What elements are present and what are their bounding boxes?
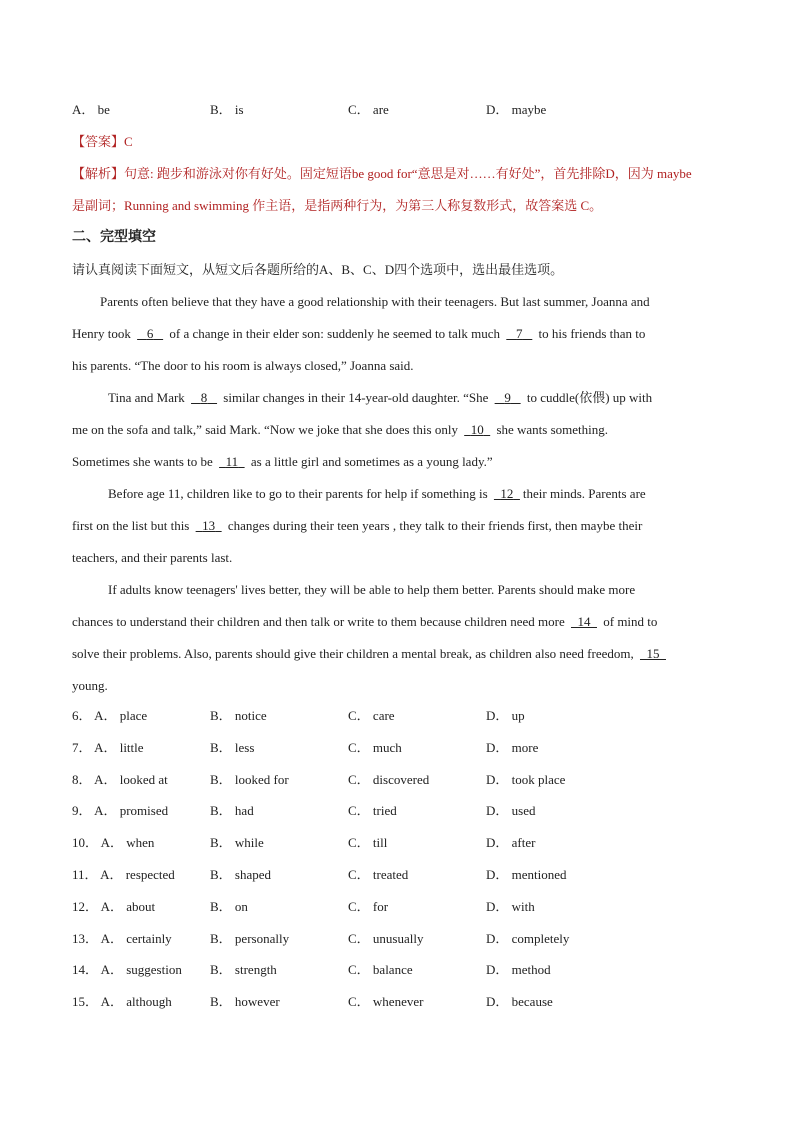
text-span: of mind to — [603, 614, 658, 629]
option-text: took place — [511, 771, 566, 787]
analysis-line-1 — [72, 164, 692, 184]
option-letter: D． — [486, 962, 509, 978]
option-text: mentioned — [511, 867, 567, 882]
option-text: about — [126, 898, 156, 914]
question-6-option-c — [348, 706, 395, 726]
option-letter: C． — [348, 708, 370, 723]
option-letter: C． — [348, 930, 370, 946]
question-14-option-d — [486, 960, 551, 980]
passage-p3-line2 — [72, 516, 642, 536]
option-text: looked at — [119, 771, 168, 787]
option-letter: C． — [348, 739, 370, 755]
option-text: are — [372, 102, 389, 117]
option-text: treated — [372, 867, 409, 882]
text-span: to cuddle(依偎) up with — [526, 390, 653, 405]
option-text: much — [372, 739, 402, 755]
blank-12 — [491, 486, 523, 501]
text-span: Tina and Mark — [108, 390, 185, 405]
blank-number: 14 — [577, 614, 591, 629]
text-span: Before age 11, children like to go to their parents for help if something is — [108, 486, 488, 501]
passage-p1-line2 — [72, 324, 645, 344]
option-letter: A． — [94, 739, 117, 755]
question-12-option-a — [72, 897, 155, 917]
option-text: although — [126, 994, 172, 1010]
passage-p3-line3: teachers, and their parents last. — [72, 550, 233, 565]
question-7-option-b — [210, 738, 254, 758]
option-letter: B． — [210, 739, 232, 755]
prev-option-a — [72, 100, 110, 120]
text-span: solve their problems. Also, parents should give their children a mental break, as children also need freedom, — [72, 646, 634, 661]
option-letter: A． — [100, 835, 123, 851]
option-letter: C． — [348, 898, 370, 914]
question-13-option-c — [348, 929, 423, 949]
passage-p1-line3: his parents. “The door to his room is always closed,” Joanna said. — [72, 358, 414, 373]
text-span: their minds. Parents are — [522, 486, 646, 501]
option-letter: B． — [210, 930, 232, 946]
option-letter: A． — [100, 994, 123, 1010]
question-11-option-c — [348, 865, 408, 885]
option-letter: C． — [348, 771, 370, 787]
question-number: 8． — [72, 771, 92, 787]
question-9-option-c — [348, 801, 397, 821]
question-6-option-b — [210, 706, 267, 726]
question-8-option-d — [486, 770, 565, 790]
question-9-option-d — [486, 801, 535, 821]
option-text: however — [234, 994, 280, 1010]
question-6-option-d — [486, 706, 525, 726]
text-span: similar changes in their 14-year-old daughter. “She — [223, 390, 489, 405]
blank-13 — [193, 518, 225, 533]
question-number: 15． — [72, 994, 99, 1010]
text-span: as a little girl and sometimes as a young lady.” — [250, 454, 493, 469]
option-letter: A． — [100, 898, 123, 914]
question-number: 13． — [72, 930, 99, 946]
option-text: shaped — [234, 867, 272, 882]
option-letter: D． — [486, 835, 509, 851]
question-13-option-b — [210, 929, 289, 949]
option-letter: D． — [486, 771, 509, 787]
question-number: 12． — [72, 898, 99, 914]
question-number: 9． — [72, 803, 92, 819]
option-letter: B． — [210, 803, 232, 819]
text-span: of a change in their elder son: suddenly he seemed to talk much — [169, 326, 501, 341]
question-7-option-c — [348, 738, 402, 758]
question-11-option-a — [72, 865, 175, 885]
option-text: for — [372, 898, 389, 914]
blank-11 — [216, 454, 248, 469]
blank-9 — [492, 390, 524, 405]
option-letter: B． — [210, 994, 232, 1010]
blank-7 — [503, 326, 535, 341]
option-letter: A． — [94, 708, 117, 723]
option-text: suggestion — [126, 962, 182, 978]
option-letter: A． — [100, 962, 123, 978]
question-13-option-a — [72, 929, 172, 949]
option-text: method — [511, 962, 551, 978]
option-text: unusually — [372, 930, 424, 946]
question-14-option-a — [72, 960, 182, 980]
question-number: 14． — [72, 962, 99, 978]
option-letter: D． — [486, 708, 509, 723]
passage-p4-line2 — [72, 612, 657, 632]
question-11-option-b — [210, 865, 271, 885]
question-9-option-b — [210, 801, 254, 821]
passage-p3-line1 — [108, 484, 646, 504]
option-letter: B． — [210, 962, 232, 978]
blank-number: 11 — [225, 454, 239, 469]
option-text: till — [372, 835, 388, 851]
question-number: 7． — [72, 739, 92, 755]
text-span: Sometimes she wants to be — [72, 454, 213, 469]
option-letter: A． — [94, 771, 117, 787]
option-text: little — [119, 739, 144, 755]
option-text: while — [234, 835, 264, 851]
option-letter: A． — [100, 930, 123, 946]
answer-value: C — [124, 134, 133, 149]
option-text: is — [234, 102, 244, 117]
question-10-option-d — [486, 833, 535, 853]
question-13-option-d — [486, 929, 569, 949]
blank-6 — [134, 326, 166, 341]
option-text: with — [511, 898, 535, 914]
blank-number: 9 — [504, 390, 511, 405]
option-letter: B． — [210, 771, 232, 787]
option-text: after — [511, 835, 536, 851]
option-text: respected — [125, 867, 175, 882]
passage-p2-line1 — [108, 388, 652, 408]
option-letter: C． — [348, 102, 370, 117]
option-text: place — [119, 708, 148, 723]
blank-number: 6 — [146, 326, 154, 341]
option-text: when — [126, 835, 155, 851]
option-letter: B． — [210, 708, 232, 723]
question-number: 10． — [72, 835, 99, 851]
question-8-option-c — [348, 770, 429, 790]
option-text: care — [372, 708, 395, 723]
option-letter: A． — [72, 102, 95, 117]
option-text: used — [511, 803, 536, 819]
option-letter: C． — [348, 803, 370, 819]
blank-number: 13 — [202, 518, 216, 533]
answer-tag: 【答案】 — [72, 134, 125, 149]
prev-option-c — [348, 100, 389, 120]
option-text: certainly — [126, 930, 172, 946]
option-text: discovered — [372, 771, 430, 787]
question-10-option-a — [72, 833, 154, 853]
question-15-option-b — [210, 992, 280, 1012]
blank-8 — [188, 390, 220, 405]
question-7-option-a — [72, 738, 144, 758]
blank-number: 7 — [516, 326, 523, 341]
option-text: promised — [119, 803, 169, 819]
option-letter: D． — [486, 803, 509, 819]
text-span: she wants something. — [496, 422, 609, 437]
text-span: me on the sofa and talk,” said Mark. “Now we joke that she does this only — [72, 422, 458, 437]
option-letter: B． — [210, 898, 232, 914]
option-text: balance — [372, 962, 413, 978]
option-text: looked for — [234, 771, 289, 787]
option-text: less — [234, 739, 255, 755]
text-span: changes during their teen years , they talk to their friends first, then maybe their — [227, 518, 643, 533]
answer-line — [72, 132, 133, 152]
option-letter: D． — [486, 102, 509, 117]
passage-p2-line2 — [72, 420, 608, 440]
question-8-option-a — [72, 770, 168, 790]
option-letter: B． — [210, 835, 232, 851]
option-text: more — [511, 739, 539, 755]
option-letter: D． — [486, 898, 509, 914]
option-letter: D． — [486, 994, 509, 1010]
question-15-option-c — [348, 992, 423, 1012]
option-letter: D． — [486, 867, 509, 882]
option-text: personally — [234, 930, 290, 946]
text-span: first on the list but this — [72, 518, 190, 533]
blank-number: 10 — [470, 422, 484, 437]
passage-p2-line3 — [72, 452, 493, 472]
question-11-option-d — [486, 865, 567, 885]
prev-option-d — [486, 100, 546, 120]
question-7-option-d — [486, 738, 538, 758]
option-letter: B． — [210, 867, 232, 882]
analysis-text: 句意: 跑步和游泳对你有好处。固定短语be good for“意思是对……有好处”，首先排除D，因为 maybe — [124, 166, 692, 181]
blank-number: 8 — [200, 390, 208, 405]
option-letter: A． — [100, 867, 123, 882]
text-span: chances to understand their children and then talk or write to them because children need more — [72, 614, 565, 629]
question-14-option-b — [210, 960, 277, 980]
question-15-option-a — [72, 992, 172, 1012]
blank-number: 15 — [646, 646, 660, 661]
text-span: to his friends than to — [538, 326, 646, 341]
option-text: maybe — [511, 102, 547, 117]
question-15-option-d — [486, 992, 553, 1012]
option-text: strength — [234, 962, 277, 978]
option-letter: B． — [210, 102, 232, 117]
section-instruction: 请认真阅读下面短文，从短文后各题所给的A、B、C、D四个选项中，选出最佳选项。 — [72, 262, 564, 277]
blank-15 — [637, 646, 669, 661]
question-10-option-c — [348, 833, 387, 853]
analysis-tag: 【解析】 — [72, 166, 125, 181]
question-9-option-a — [72, 801, 168, 821]
option-letter: D． — [486, 739, 509, 755]
section-title: 二、完型填空 — [72, 230, 156, 245]
option-text: up — [511, 708, 525, 723]
option-letter: C． — [348, 835, 370, 851]
question-12-option-b — [210, 897, 248, 917]
question-8-option-b — [210, 770, 289, 790]
option-letter: C． — [348, 962, 370, 978]
option-letter: A． — [94, 803, 117, 819]
passage-p1-line1: Parents often believe that they have a good relationship with their teenagers. But last summer, Joanna and — [100, 294, 650, 309]
prev-option-b — [210, 100, 244, 120]
blank-14 — [568, 614, 600, 629]
option-text: notice — [234, 708, 267, 723]
question-6-option-a — [72, 706, 147, 726]
option-text: be — [97, 102, 110, 117]
text-span: Henry took — [72, 326, 131, 341]
option-letter: D． — [486, 930, 509, 946]
passage-p4-line1: If adults know teenagers' lives better, they will be able to help them better. Parents should make more — [108, 582, 636, 597]
blank-number: 12 — [500, 486, 514, 501]
option-text: whenever — [372, 994, 424, 1010]
question-12-option-c — [348, 897, 388, 917]
question-number: 11． — [72, 867, 98, 882]
option-text: had — [234, 803, 254, 819]
option-text: completely — [511, 930, 570, 946]
blank-10 — [461, 422, 493, 437]
question-number: 6． — [72, 708, 92, 723]
option-letter: C． — [348, 994, 370, 1010]
passage-p4-line4: young. — [72, 678, 108, 693]
option-text: tried — [372, 803, 397, 819]
question-14-option-c — [348, 960, 413, 980]
passage-p4-line3 — [72, 644, 669, 664]
question-10-option-b — [210, 833, 264, 853]
option-text: on — [234, 898, 248, 914]
option-text: because — [511, 994, 553, 1010]
analysis-line-2: 是副词；Running and swimming 作主语，是指两种行为，为第三人称复数形式，故答案选 C。 — [72, 198, 603, 213]
question-12-option-d — [486, 897, 535, 917]
option-letter: C． — [348, 867, 370, 882]
